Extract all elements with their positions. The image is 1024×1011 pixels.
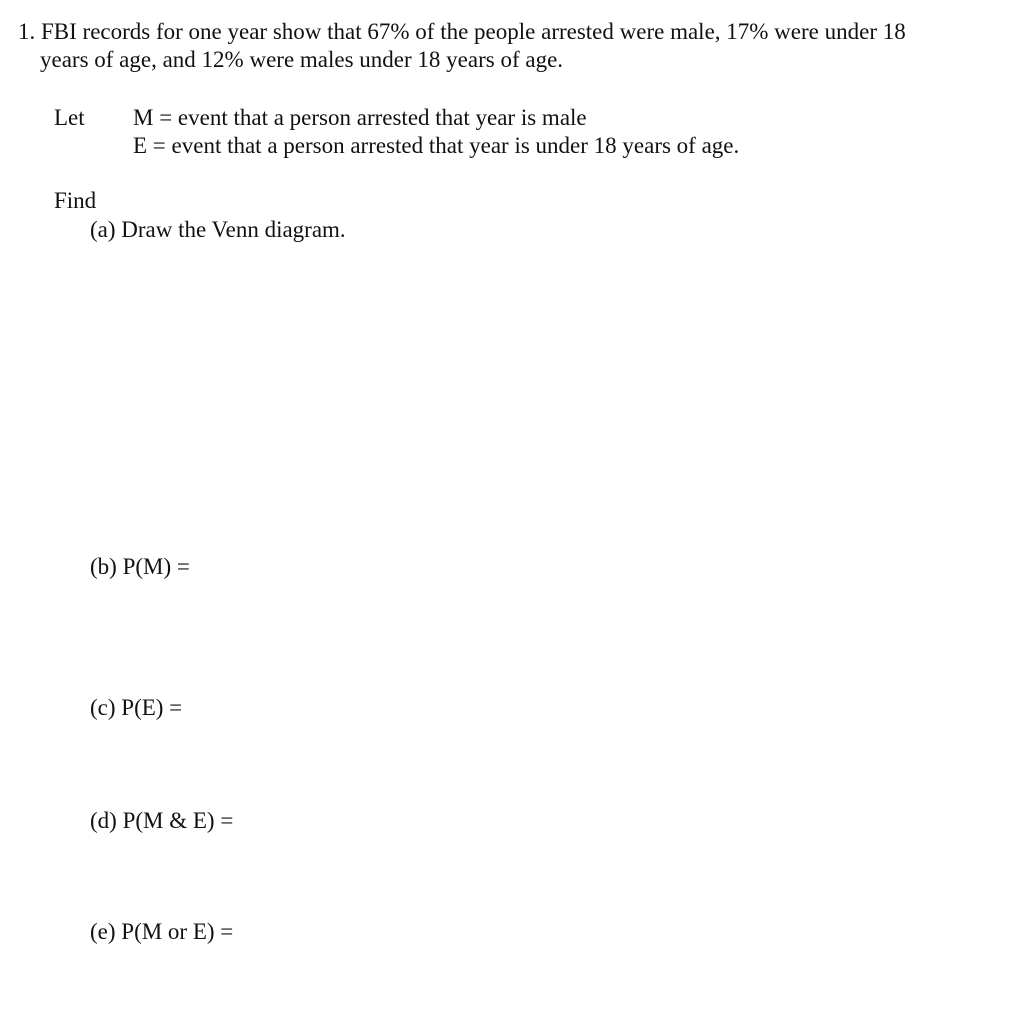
part-e-prob-m-or-e: (e) P(M or E) = [90,919,234,944]
let-label: Let [54,105,85,130]
definition-e: E = event that a person arrested that year is under 18 years of age. [133,133,740,158]
definition-m: M = event that a person arrested that year is male [133,105,587,130]
part-b-prob-m: (b) P(M) = [90,554,190,579]
find-label: Find [54,188,97,213]
part-c-prob-e: (c) P(E) = [90,695,183,720]
part-d-prob-m-and-e: (d) P(M & E) = [90,808,234,833]
question-text-line-2: years of age, and 12% were males under 18 years of age. [40,47,564,72]
question-text-line-1: 1. FBI records for one year show that 67% of the people arrested were male, 17% were under 18 [18,19,906,44]
part-a-venn-diagram: (a) Draw the Venn diagram. [90,217,346,242]
